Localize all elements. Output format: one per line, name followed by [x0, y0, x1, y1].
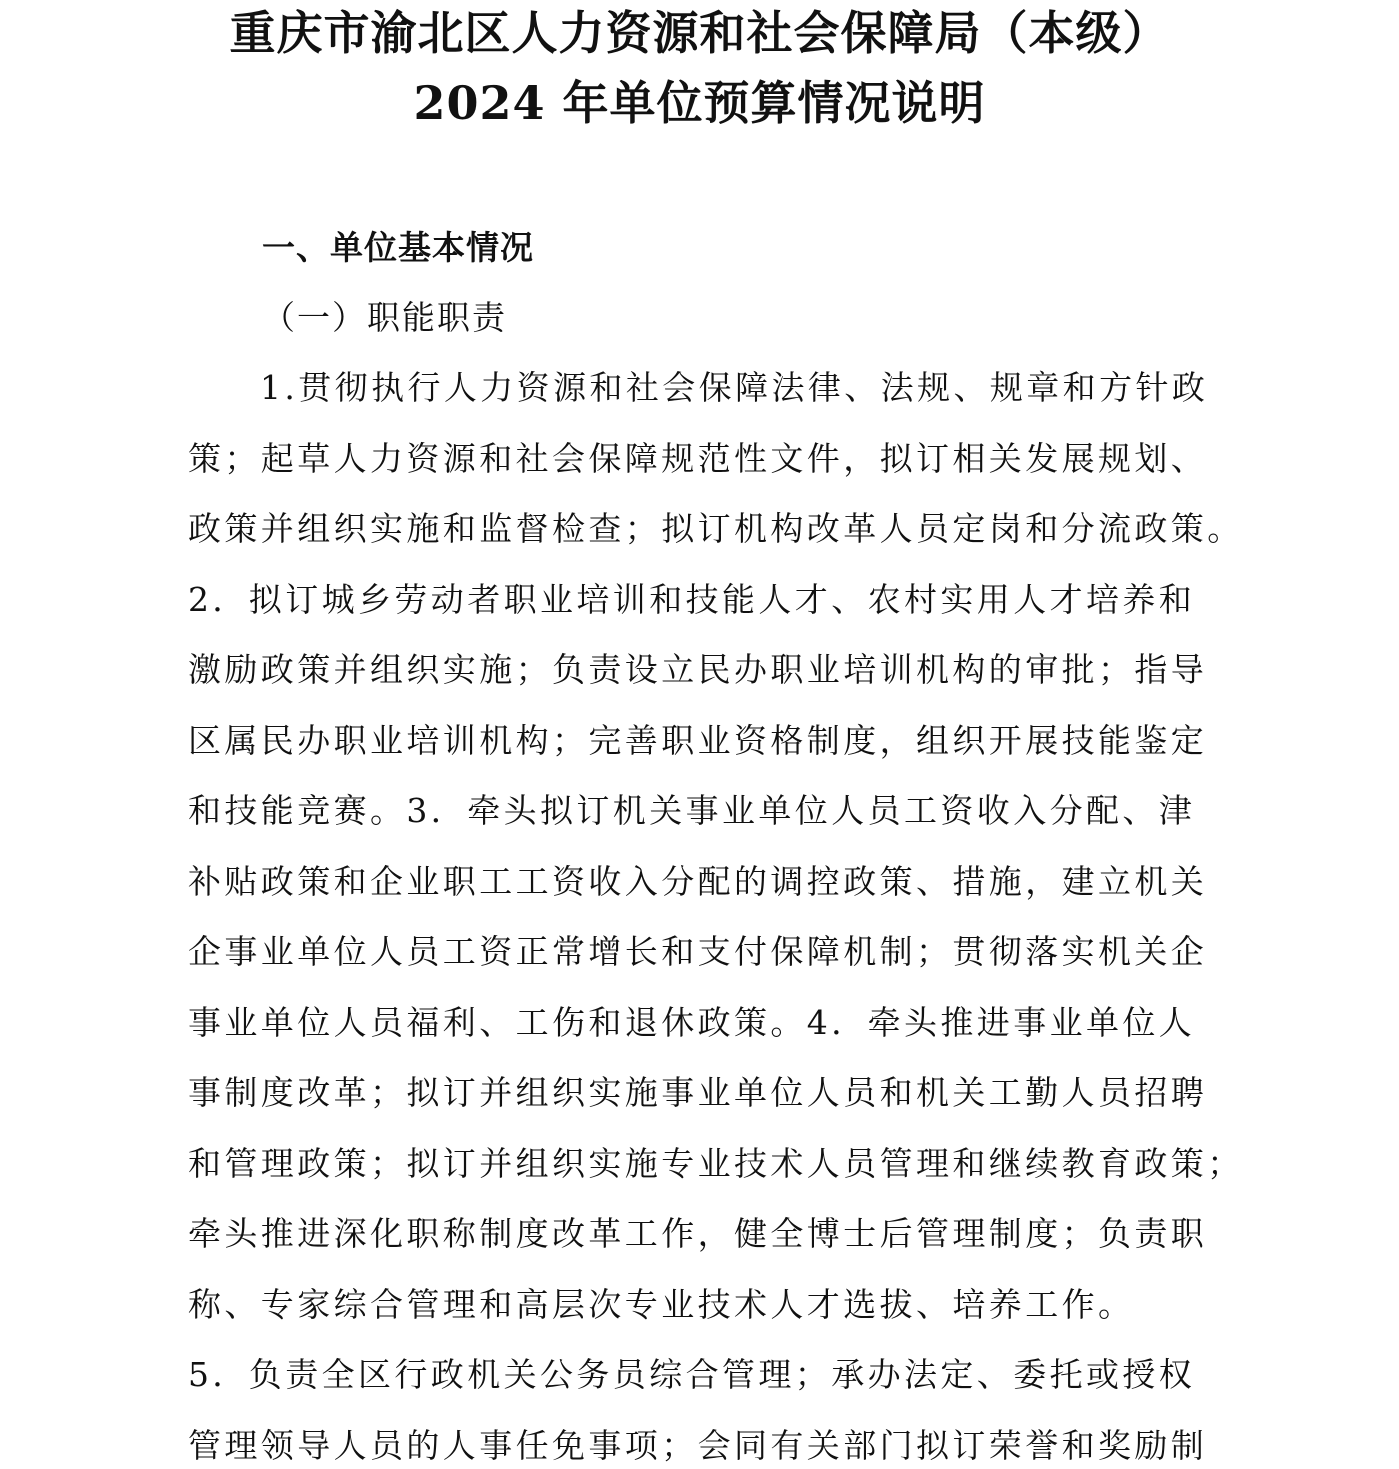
body-line: 和技能竞赛。3．牵头拟订机关事业单位人员工资收入分配、津	[188, 791, 1196, 830]
body-line: 事制度改革；拟订并组织实施事业单位人员和机关工勤人员招聘	[188, 1073, 1208, 1112]
body-line: 企事业单位人员工资正常增长和支付保障机制；贯彻落实机关企	[188, 932, 1208, 971]
body-line: 2．拟订城乡劳动者职业培训和技能人才、农村实用人才培养和	[188, 580, 1196, 619]
body-line: 策；起草人力资源和社会保障规范性文件，拟订相关发展规划、	[188, 439, 1208, 478]
body-line: 称、专家综合管理和高层次专业技术人才选拔、培养工作。	[188, 1285, 1135, 1324]
body-line: 管理领导人员的人事任免事项；会同有关部门拟订荣誉和奖励制	[188, 1426, 1208, 1465]
subsection-heading-functions: （一）职能职责	[262, 298, 507, 337]
body-line: 事业单位人员福利、工伤和退休政策。4．牵头推进事业单位人	[188, 1003, 1196, 1042]
body-line: 5．负责全区行政机关公务员综合管理；承办法定、委托或授权	[188, 1355, 1196, 1394]
body-line: 补贴政策和企业职工工资收入分配的调控政策、措施，建立机关	[188, 862, 1208, 901]
body-line: 区属民办职业培训机构；完善职业资格制度，组织开展技能鉴定	[188, 721, 1208, 760]
body-line: 牵头推进深化职称制度改革工作，健全博士后管理制度；负责职	[188, 1214, 1208, 1253]
document-title-line-1: 重庆市渝北区人力资源和社会保障局（本级）	[229, 6, 1170, 60]
body-line: 政策并组织实施和监督检查；拟订机构改革人员定岗和分流政策。	[188, 509, 1244, 548]
document-title-line-2: 2024 年单位预算情况说明	[413, 76, 986, 130]
section-heading-basic-info: 一、单位基本情况	[262, 228, 534, 267]
body-line: 1.贯彻执行人力资源和社会保障法律、法规、规章和方针政	[260, 368, 1209, 407]
body-line: 和管理政策；拟订并组织实施专业技术人员管理和继续教育政策；	[188, 1144, 1244, 1183]
body-line: 激励政策并组织实施；负责设立民办职业培训机构的审批；指导	[188, 650, 1208, 689]
